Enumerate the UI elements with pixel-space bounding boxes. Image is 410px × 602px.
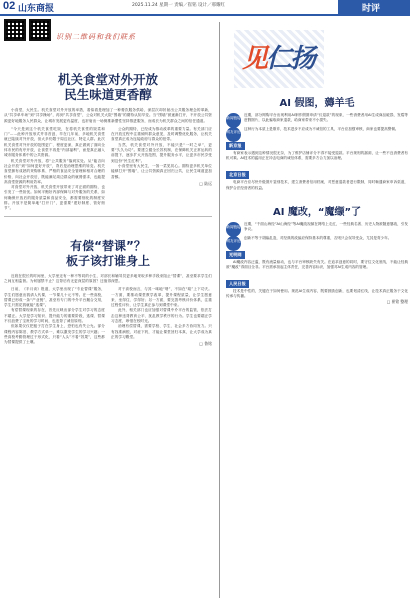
column-divider [219,22,220,598]
column-logo [226,30,408,88]
logo-char: 见 [242,44,267,74]
right-content [226,94,408,305]
paragraph: 公众的期待，已经成为推动改革的重要力量。有关部门应在开放过程中注重倾听群众意见，及时调整优化服务，让机关食堂真正成为连接政府与群众的纽带。 [111,126,212,142]
topic1-item [226,113,408,123]
issue-date: 2025.11.24 星期一 责编／崔铭 设计／邢耀红 [132,3,226,8]
article2-body [4,287,212,346]
article2-byline: □ 鲁铭 [199,341,212,347]
article2-lead [4,274,212,285]
article1-title-line2: 民生味道更香醇 [64,87,152,102]
source-body [226,260,408,270]
left-column [4,46,212,598]
topic2-item [226,236,408,241]
paragraph: 对食堂对外开放，机关食堂开放带来了对正面的期待，也引发了一些担忧。如何平衡好内部保障与对外服务的关系，如何确保开放后的服务质量和食品安全，都需要细化的制度安排。开放不是简单地“打开门”，更需要“建好制度、管好细节”。 [4,185,105,211]
topic2-item [226,222,408,232]
article1-lead-text: 小食堂，大民生。机关食堂对外开放的举措，看似看是理加了一种餐饮服务供给，深层次却折射出公共服务理念的革新，从“共享单车场”到“共享操场”，再到“共享食堂”，公众对机关大院“围墙”的期待认知早变。当“围墙”被逐渐打开，不开放公共资源更好地服务人民群众，让城市发展更有温度，也折射出一场倒推新惯性坚持推进服务，而成长为机关群众之间的信任通道。 [4,108,212,123]
source-body [226,151,408,161]
article2-title-line1: 有偿“替课”？ [70,238,146,253]
paragraph: 对于高校而言，与其一味地“堵”，不如在“疏”上下功夫。一方面，要推动课堂教学改革，提升课程质量，让学生愿意来、坐得住、学得好；另一方面，要完善考核评价体系，注重过程性评价，让学生真正参与到课堂中来。 [111,287,212,308]
right-column [226,22,408,600]
article2-title [4,239,212,269]
paragraph: 技术是中性的，关键在于如何使用。规范AI生成内容，既要鼓励创新，也要划清红线，让技术真正服务于文化传承与传播。 [226,289,408,299]
comment-icon: 网友评论 [226,127,241,142]
page-number: 02 [3,0,16,12]
item-text: 创新不等于胡编乱造，对经典的改编应保持基本的尊重，否则只会误导受众，尤其是青少年。 [244,235,392,240]
paragraph: 此外，相关部门也应加强对替课中介平台的监管，依法打击这种违背教育公平、扰乱教学秩序的行为。学生也要端正学习态度，珍惜在校时光。 [111,308,212,324]
source-label: 光明网 [226,251,245,259]
article1-lead [4,108,212,124]
divider [4,216,212,217]
source-body [226,289,408,299]
paragraph: 但如果仅仅把板子打在学生身上，恐怕也有失公允。部分课程内容陈旧、教学方式单一，难以激发学生的学习兴趣；一些高校考勤管理过于形式化，只看“人头”不看“效果”，这些都为替课提供了土壤。 [4,324,105,345]
news-link-icon: 新闻链接 [226,222,241,237]
article1-byline: □ 陆远 [199,180,212,186]
topic2-headline: AI 魔改，“魔缬”了 [272,206,362,218]
article1-body [4,127,212,212]
source-label: 人民日报 [226,280,249,288]
paragraph: 当然，机关食堂对外开放，不能只是“一时之举”，更要“久久为功”。要建立健全长效机制，在保障机关正常运转的前提下，逐步扩大开放范围，提升服务水平，让更多市民享受到这份“民生红利”。 [111,142,212,163]
article2-title-line2: 板子该打谁身上 [65,253,150,268]
article2-col2 [111,287,212,346]
editor-signature: □ 崔铭 整理 [386,299,408,305]
article2-col1 [4,287,105,346]
source-body [226,180,408,190]
paragraph: 日前，《半月谈》报道，大学里出现了“专业替课”服务，学生们愿意出钱请人代课，一节课几十元不等。在一些高校，替课已形成一条“产业链”，甚至有专门的中介平台撮合交易，学生只需花钱就能“逃课”。 [4,287,105,308]
paragraph: 机关食堂对外开放，将“公共服务”落到实处。从“能否向社会开放”到“如何更好开放”，背后是治理思维的转变。机关食堂拥有成熟的采购体系、严格的食品安全管理和相对合理的价格，向社会开放后，既能满足周边群众的就餐需求，也能提高食堂资源的利用效率。 [4,158,105,184]
page-header [0,0,410,14]
comment-icon: 网友评论 [226,236,241,251]
item-text: 近期，“千面山海经”AI山海经”等AI魔改视频在网络上走红，一些经典名著、历史人物被随意篡改，引发争议。 [244,221,408,231]
qr-code-icon[interactable] [4,19,26,41]
source-label: 北京日报 [226,171,249,179]
logo-char: 仁扬 [266,44,315,74]
paragraph: 电商平台应尽快升级图片鉴别技术，建立消费者信用档案，对恶意退款者进行限制，同时畅通商家申诉渠道，保护合法经营者的权益。 [226,180,408,190]
item-text: 这种行为本质上是欺诈，技术进步不应成为不诚信的工具，平台应加强审核，商家也要提高警惕。 [244,127,399,132]
paragraph: “今天是到这个机关食堂吃饭，在将机关食堂的饭菜和门”……此种开放形式并非首创，早在几年前，多地机关食堂就已陆续对外开放，但大多仍限于周边社区、特定人群。此次机关食堂对外开放的范围更广、程度更深，真正做到了面向全体市民的有序开放，让食堂不再是“内部福利”，而是真正融入城市服务体系中的公共资源。 [4,126,105,158]
article1-col2 [111,127,212,212]
qr-code-icon[interactable] [29,19,51,41]
paragraph: 有商家表示遇到这种情况很无奈，为了维护店铺评分不得不接受退款。平台规则的漏洞，让一些不良消费者有机可乘。AI技术的滥用正在冲击电商的诚信体系，需要多方合力加以治理。 [226,151,408,161]
topic1-item [226,127,408,135]
article1-title-line1: 机关食堂对外开放 [57,72,158,87]
article1-col1 [4,127,105,212]
source-label: 新京报 [226,142,245,150]
paper-name: 山东商报 [18,4,55,14]
article2-lead-text: 近段在很长的时间里，大学里还有一种不等同的小生，对部长和辅导员更多地采取多种手段来阻止“替课”，甚至要求学生们之间互相监督。为何屡禁不止？这背后有无更深层的原因？还值得深思。 [4,273,212,283]
paragraph: 治理有偿替课，需要学校、学生、社会多方协同发力。只有找准病根、对症下药，才能让课堂回归本真，让大学成为真正的学习殿堂。 [111,324,212,339]
logo-text [242,38,314,75]
news-link-icon: 新闻链接 [226,113,241,128]
item-text: 近期，部分网购平台出现利用AI制作假图申请“仅退款”的现象，一些消费者用AI生成商品破损、发霉等虚假图片，以此骗取商家退款，给商家带来不小损失。 [244,113,408,123]
paragraph: 有偿替课现象的存在，首先反映出部分学生对学习的态度不端正。大学是学习知识、提升能力的重要阶段，逃课、替课不仅浪费了宝贵的学习时间，也违背了诚信原则。 [4,308,105,324]
header-rule [0,14,410,16]
paragraph: AI魔改内容泛滥，既有流量驱动，也与平台审核缺失有关。在追求创意的同时，要守住文化底线，不能让经典被“魔改”得面目全非。平台需承担起主体责任，完善内容标识，加强对AI生成内容的管理。 [226,259,408,270]
qr-slogan: 识别二维码和我们联系 [56,33,136,41]
paragraph: 小食堂里有大民生，一饭一菜见初心。期待更多机关单位能够打开“围墙”，让公共资源真正回归公共，让民生味道更加香醇。 [111,163,212,179]
topic1-headline: AI 假图，薅羊毛 [279,98,355,109]
article1-title [4,72,212,102]
section-tag: 时评 [362,4,381,14]
